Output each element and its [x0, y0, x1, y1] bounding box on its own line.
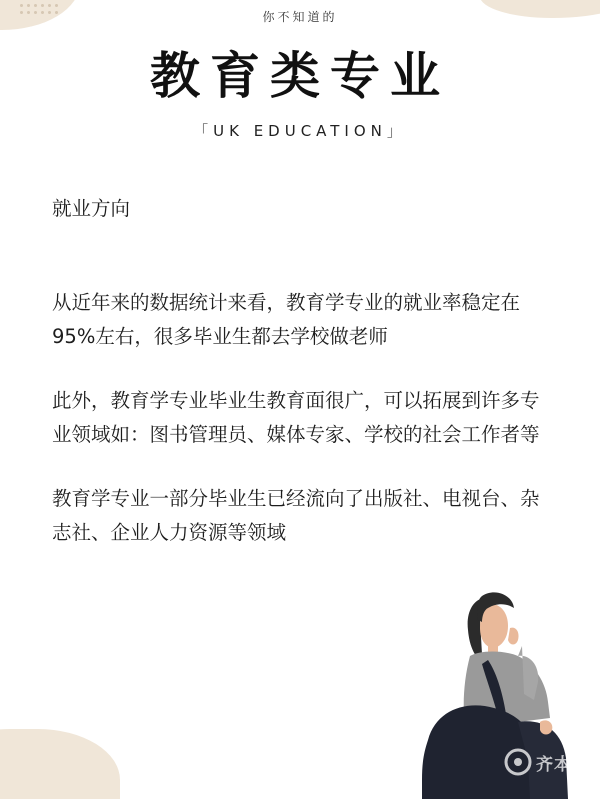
watermark	[504, 745, 584, 779]
article-body	[52, 192, 557, 580]
paragraph-employment-rate: 从近年来的数据统计来看，教育学专业的就业率稳定在95%左右，很多毕业生都去学校做老师	[52, 291, 521, 348]
watermark-text: 齐本	[536, 754, 572, 775]
page-title: 教育类专业	[150, 47, 450, 105]
page-subtitle: 「UK EDUCATION」	[193, 122, 407, 140]
watermark-logo-icon	[504, 748, 532, 776]
decorative-blob-bottom-left	[0, 729, 120, 799]
paragraph-career-fields: 此外，教育学专业毕业生教育面很广，可以拓展到许多专业领域如：图书管理员、媒体专家、学校的社会工作者等	[52, 389, 540, 446]
section-heading: 就业方向	[52, 197, 131, 220]
paragraph-other-industries: 教育学专业一部分毕业生已经流向了出版社、电视台、杂志社、企业人力资源等领域	[52, 487, 540, 544]
kicker-text: 你不知道的	[262, 10, 338, 24]
